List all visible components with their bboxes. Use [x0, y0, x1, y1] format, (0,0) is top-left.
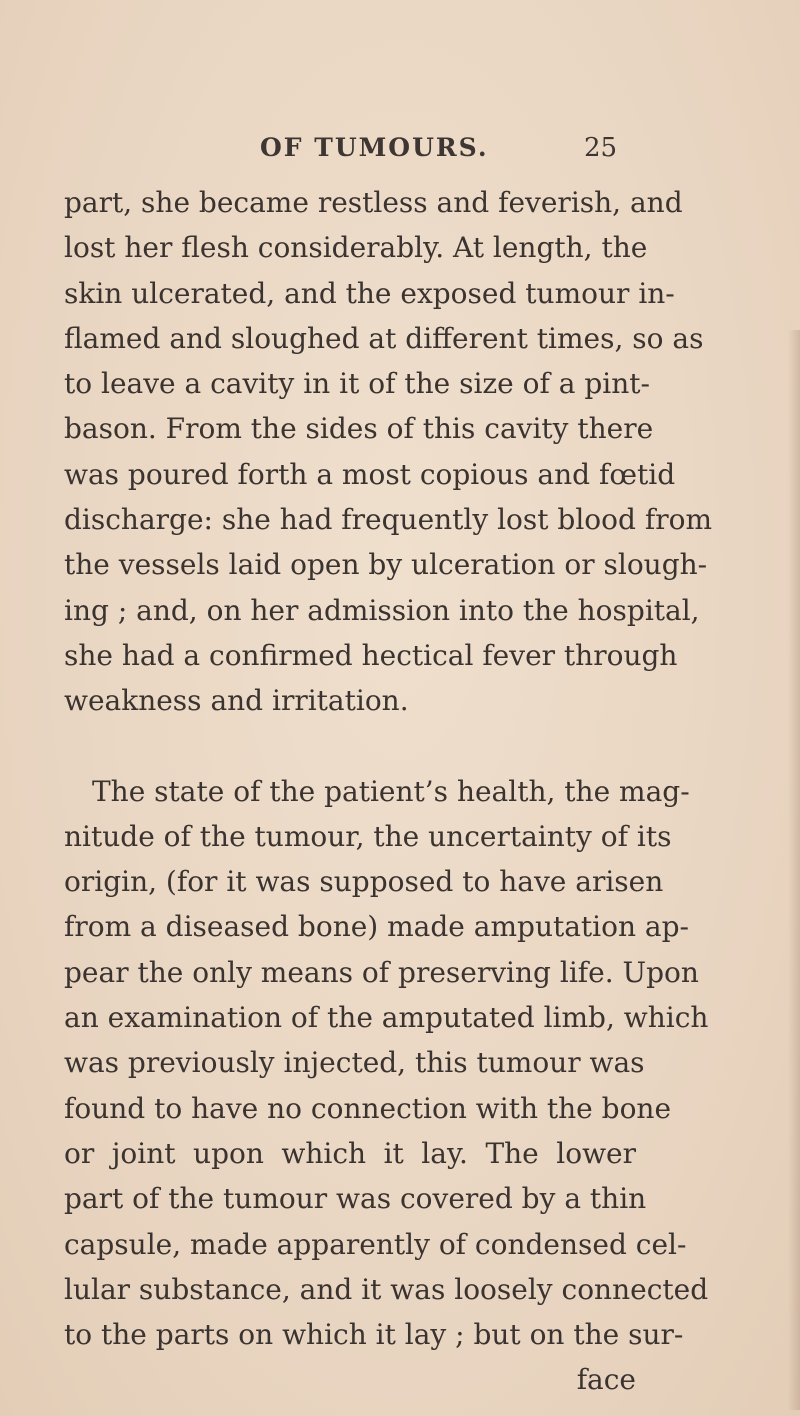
text-line: pear the only means of preserving life. Upon [64, 955, 699, 989]
text-line: origin, (for it was supposed to have arisen [64, 865, 664, 899]
page-number: 25 [584, 133, 618, 163]
text-line: part of the tumour was covered by a thin [64, 1182, 647, 1216]
text-line: bason. From the sides of this cavity there [64, 412, 654, 446]
paragraph-1 [64, 180, 713, 724]
paragraph-2 [64, 769, 709, 1358]
text-line: The state of the patient’s health, the mag- [92, 774, 690, 808]
catchword: face [576, 1363, 636, 1397]
text-line: skin ulcerated, and the exposed tumour in- [64, 276, 675, 310]
text-line: weakness and irritation. [64, 684, 409, 718]
text-line: from a diseased bone) made amputation ap- [64, 910, 689, 944]
text-line: to the parts on which it lay ; but on the sur- [64, 1318, 684, 1352]
running-title: OF TUMOURS. [260, 133, 489, 162]
text-line: capsule, made apparently of condensed cel- [64, 1227, 687, 1261]
text-line: discharge: she had frequently lost blood from [64, 503, 713, 537]
text-line: was previously injected, this tumour was [64, 1046, 645, 1080]
body-text [64, 180, 713, 1403]
text-line: lost her flesh considerably. At length, the [64, 231, 648, 265]
text-line: nitude of the tumour, the uncertainty of its [64, 819, 672, 853]
page-header [0, 133, 800, 173]
text-line: part, she became restless and feverish, and [64, 186, 683, 219]
page-edge-shadow [788, 330, 800, 1410]
text-line: or joint upon which it lay. The lower [64, 1136, 636, 1170]
text-line: was poured forth a most copious and fœtid [64, 457, 676, 491]
text-line: to leave a cavity in it of the size of a pint- [64, 367, 650, 401]
text-line: she had a confirmed hectical fever through [64, 638, 678, 672]
text-line: an examination of the amputated limb, which [64, 1001, 709, 1035]
text-line: lular substance, and it was loosely connected [64, 1272, 709, 1306]
text-line: ing ; and, on her admission into the hospital, [64, 593, 700, 627]
text-line: flamed and sloughed at different times, so as [64, 321, 704, 355]
text-line: the vessels laid open by ulceration or slough- [64, 548, 708, 582]
paragraph-gap [64, 724, 636, 769]
text-line: found to have no connection with the bone [64, 1091, 672, 1125]
